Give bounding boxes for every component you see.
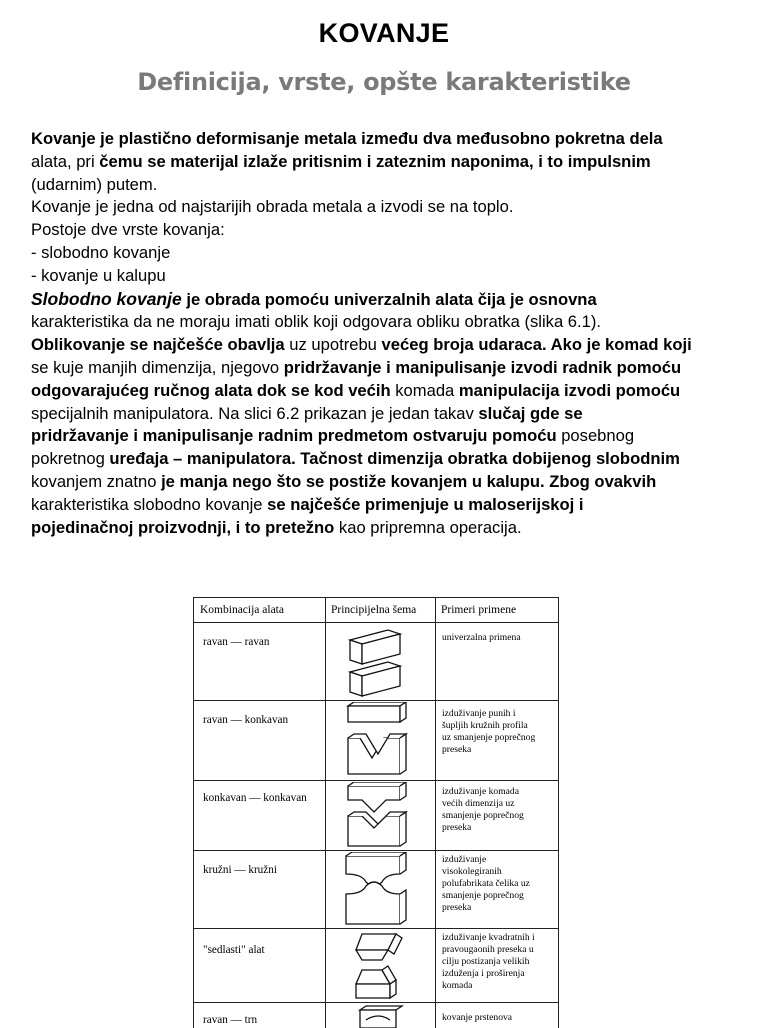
example-text: izduživanje komada većih dimenzija uz smanjenje poprečnog preseka: [442, 786, 524, 833]
combo-label: ravan — ravan: [203, 636, 270, 648]
combo-label: kružni — kružni: [203, 864, 277, 876]
header-scheme: Principijelna šema: [331, 604, 417, 616]
text-line: karakteristika slobodno kovanje se najčešće primenjuje u maloserijskoj i: [31, 494, 584, 514]
text-line: specijalnih manipulatora. Na slici 6.2 prikazan je jedan takav slučaj gde se: [31, 403, 583, 423]
header-examples: Primeri primene: [441, 604, 517, 616]
text-line: Kovanje je jedna od najstarijih obrada metala a izvodi se na toplo.: [31, 197, 514, 217]
list-item: - slobodno kovanje: [31, 242, 171, 262]
text-line: pojedinačnoj proizvodnji, i to pretežno kao pripremna operacija.: [31, 517, 522, 537]
concave-concave-dies-icon: [326, 782, 434, 848]
combo-label: ravan — trn: [203, 1014, 258, 1026]
text-line: pokretnog uređaja – manipulatora. Tačnost dimenzija obratka dobijenog slobodnim: [31, 449, 680, 469]
example-text: izduživanje punih i šupljih kružnih profila uz smanjenje poprečnog preseka: [442, 708, 536, 755]
example-text: izduživanje kvadratnih i pravougaonih preseka u cilju postizanja velikih izduženja i proširenja komada: [442, 932, 535, 991]
flat-flat-dies-icon: [326, 628, 434, 698]
list-item: - kovanje u kalupu: [31, 265, 166, 285]
row-divider: [194, 622, 558, 623]
text-line: kovanjem znatno je manja nego što se postiže kovanjem u kalupu. Zbog ovakvih: [31, 471, 657, 491]
combo-label: ravan — konkavan: [203, 714, 289, 726]
example-text: kovanje prstenova: [442, 1012, 513, 1023]
text-line: pridržavanje i manipulisanje radnim predmetom ostvaruju pomoću posebnog: [31, 426, 635, 446]
text-line: se kuje manjih dimenzija, njegovo pridržavanje i manipulisanje izvodi radnik pomoću: [31, 357, 682, 377]
row-divider: [194, 850, 558, 851]
text-line: (udarnim) putem.: [31, 174, 158, 194]
row-divider: [194, 1002, 558, 1003]
row-divider: [194, 700, 558, 701]
text-line: Kovanje je plastično deformisanje metala između dva međusobno pokretna dela: [31, 129, 663, 148]
text-line: Slobodno kovanje je obrada pomoću univerzalnih alata čija je osnovna: [31, 288, 597, 309]
row-divider: [194, 928, 558, 929]
forging-tools-table: [193, 597, 559, 1028]
column-divider: [435, 598, 436, 1028]
combo-label: konkavan — konkavan: [203, 792, 307, 804]
text-line: karakteristika da ne moraju imati oblik koji odgovara obliku obratka (slika 6.1).: [31, 312, 601, 332]
text-line: alata, pri čemu se materijal izlaže pritisnim i zateznim naponima, i to impulsnim: [31, 151, 651, 171]
body-text: [31, 128, 756, 539]
example-text: izduživanje visokolegiranih polufabrikata čelika uz smanjenje poprečnog preseka: [442, 854, 530, 913]
round-round-dies-icon: [326, 852, 434, 926]
flat-mandrel-icon: [326, 1004, 434, 1028]
row-divider: [194, 780, 558, 781]
combo-label: "sedlasti" alat: [203, 944, 265, 956]
example-text: univerzalna primena: [442, 632, 521, 643]
header-combination: Kombinacija alata: [200, 604, 284, 616]
page-subtitle: Definicija, vrste, opšte karakteristike: [137, 68, 631, 96]
text-line: Oblikovanje se najčešće obavlja uz upotrebu većeg broja udaraca. Ako je komad koji: [31, 335, 692, 355]
text-line: odgovarajućeg ručnog alata dok se kod većih komada manipulacija izvodi pomoću: [31, 380, 681, 400]
flat-concave-dies-icon: [326, 702, 434, 778]
saddle-dies-icon: [326, 930, 434, 1002]
page-title: KOVANJE: [318, 18, 450, 48]
text-line: Postoje dve vrste kovanja:: [31, 220, 225, 240]
